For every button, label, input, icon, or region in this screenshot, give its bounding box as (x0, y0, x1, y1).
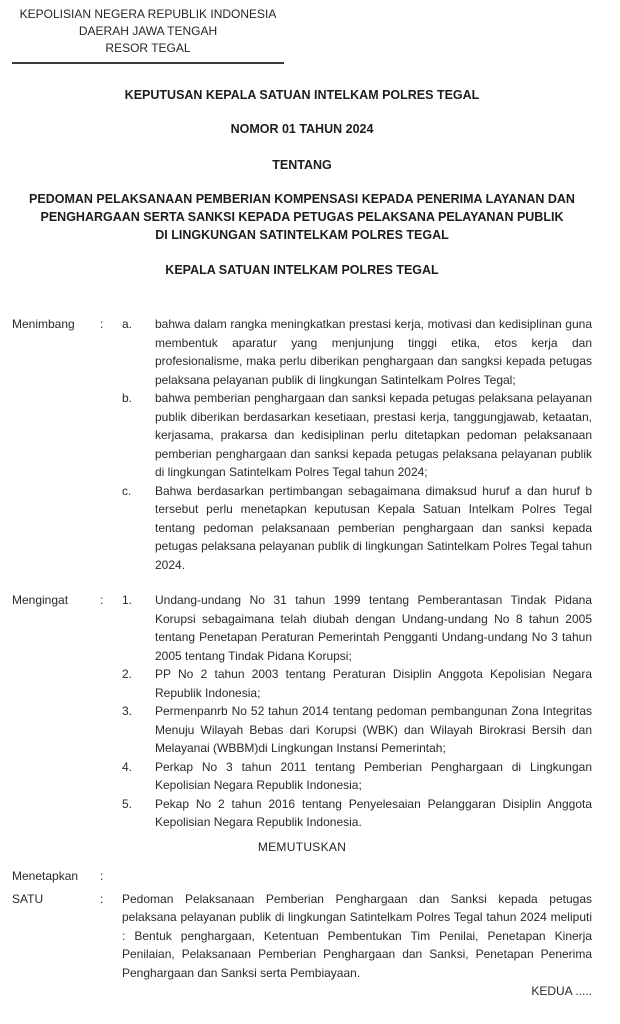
item-text: Perkap No 3 tahun 2011 tentang Pemberian Penghargaan di Lingkungan Kepolisian Negara Republik Indonesia; (155, 759, 592, 792)
item-text: PP No 2 tahun 2003 tentang Peraturan Disiplin Anggota Kepolisian Negara Republik Indonesia; (155, 667, 592, 700)
letterhead-line-2: DAERAH JAWA TENGAH (78, 24, 218, 38)
list-item (122, 482, 592, 575)
mengingat-colon: : (100, 593, 104, 607)
list-item (122, 665, 592, 702)
letterhead-line-1: KEPOLISIAN NEGERA REPUBLIK INDONESIA (19, 7, 277, 21)
letterhead-line-3: RESOR TEGAL (105, 41, 191, 55)
memutuskan-heading: MEMUTUSKAN (257, 839, 347, 854)
item-marker: 4. (122, 759, 133, 774)
decree-number: NOMOR 01 TAHUN 2024 (230, 122, 374, 136)
menetapkan-colon: : (100, 869, 104, 883)
item-text: Permenpanrb No 52 tahun 2014 tentang pedoman pembangunan Zona Integritas Menuju Wilayah Bebas dari Korupsi (WBK) dan Wilayah Birokrasi Bersih dan Melayanai (WBBM)di Lingkungan Instansi Pemerintah; (155, 704, 592, 755)
item-text: Bahwa berdasarkan pertimbangan sebagaimana dimaksud huruf a dan huruf b tersebut perlu menetapkan keputusan Kepala Satuan Intelkam Polres Tegal tentang pedoman pelaksanaan pemberian penghargaan dan sanksi kepada petugas pelaksana pelayanan publik di lingkungan Satintelkam Polres Tegal tahun 2024. (155, 483, 592, 572)
continuation-marker: KEDUA ..... (531, 984, 592, 998)
mengingat-section (12, 591, 592, 832)
menimbang-items (122, 315, 592, 574)
item-marker: 1. (122, 593, 133, 607)
menimbang-colon: : (100, 317, 104, 331)
list-item (122, 591, 592, 665)
subject-line-2: PENGHARGAAN SERTA SANKSI KEPADA PETUGAS PELAKSANA PELAYANAN PUBLIK (40, 210, 564, 224)
mengingat-items (122, 591, 592, 832)
list-item (122, 795, 592, 832)
satu-label: SATU (12, 891, 44, 906)
item-marker: 5. (122, 796, 133, 811)
decree-title: KEPUTUSAN KEPALA SATUAN INTELKAM POLRES TEGAL (124, 88, 480, 102)
item-text: bahwa pemberian penghargaan dan sanksi kepada petugas pelaksana pelayanan publik diberikan berdasarkan kesetiaan, prestasi kerja, tanggungjawab, ketaatan, kerjasama, prakarsa dan kedisiplinan perlu ditetapkan pedoman pelaksanaan pemberian penghargaan dan sanksi kepada petugas pelaksana pelayanan publik di lingkungan Satintelkam Polres Tegal tahun 2024; (155, 391, 592, 479)
letterhead (12, 6, 284, 64)
about-label: TENTANG (272, 158, 332, 172)
list-item (122, 702, 592, 758)
subject-line-3: DI LINGKUNGAN SATINTELKAM POLRES TEGAL (155, 228, 449, 242)
item-text: Pekap No 2 tahun 2016 tentang Penyelesaian Pelanggaran Disiplin Anggota Kepolisian Negara Republik Indonesia. (155, 796, 592, 829)
item-marker: 3. (122, 704, 133, 718)
menetapkan-label: Menetapkan (12, 869, 79, 883)
satu-colon: : (100, 891, 104, 906)
item-marker: b. (122, 391, 133, 405)
menetapkan-row (12, 867, 592, 886)
satu-text: Pedoman Pelaksanaan Pemberian Penghargaan dan Sanksi kepada petugas pelaksana pelayanan publik di lingkungan Satintelkam Polres Tegal tahun 2024 meliputi : Bentuk penghargaan, Ketentuan Pembentukan Tim Penilai, Penetapan Kinerja Penilaian, Pelaksanaan Pemberian Penghargaan dan Sanksi, Penetapan Penerima Penghargaan dan Sanksi serta Pembiayaan. (122, 891, 592, 980)
mengingat-label: Mengingat (12, 593, 69, 607)
list-item (122, 389, 592, 482)
issuer-title: KEPALA SATUAN INTELKAM POLRES TEGAL (165, 263, 439, 277)
item-marker: 2. (122, 667, 133, 681)
menimbang-label: Menimbang (12, 317, 75, 331)
list-item (122, 758, 592, 795)
satu-row (12, 890, 592, 983)
list-item (122, 315, 592, 389)
item-marker: a. (122, 317, 133, 331)
subject-line-1: PEDOMAN PELAKSANAAN PEMBERIAN KOMPENSASI KEPADA PENERIMA LAYANAN DAN (29, 192, 575, 206)
item-text: bahwa dalam rangka meningkatkan prestasi kerja, motivasi dan kedisiplinan guna membentuk aparatur yang menjunjung tinggi etika, etos kerja dan profesionalisme, maka perlu diberikan penghargaan dan sangksi kepada petugas pelaksana pelayanan publik di lingkungan Satintelkam Polres Tegal; (155, 317, 592, 387)
item-text: Undang-undang No 31 tahun 1999 tentang Pemberantasan Tindak Pidana Korupsi sebagaimana telah diubah dengan Undang-undang No 8 tahun 2005 tentang Penetapan Peraturan Pemerintah Pengganti Undang-undang No 3 tahun 2005 tentang Tindak Pidana Korupsi; (155, 593, 592, 663)
decree-subject (12, 190, 592, 244)
menimbang-section (12, 315, 592, 574)
item-marker: c. (122, 483, 132, 498)
